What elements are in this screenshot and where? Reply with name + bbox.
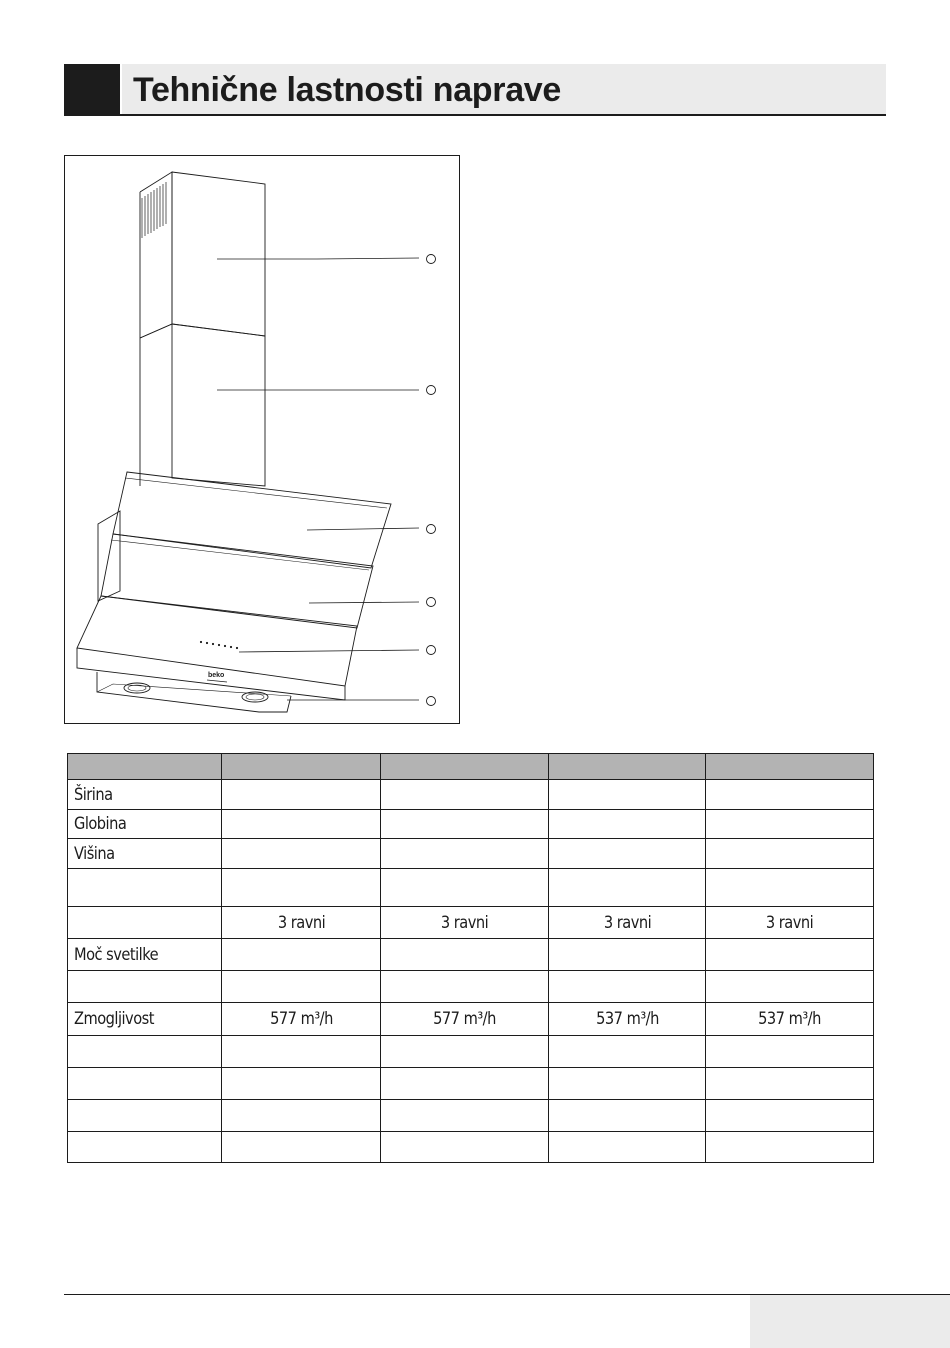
table-header-cell	[222, 754, 381, 780]
table-cell: 577 m³/h	[222, 1003, 381, 1036]
table-cell: 537 m³/h	[549, 1003, 706, 1036]
table-row	[68, 939, 874, 971]
row-label	[68, 1068, 222, 1100]
table-header-cell	[549, 754, 706, 780]
table-row	[68, 869, 874, 907]
table-cell	[381, 1132, 549, 1163]
table-cell	[222, 1036, 381, 1068]
table-row	[68, 1100, 874, 1132]
table-cell	[222, 780, 381, 810]
table-cell	[381, 939, 549, 971]
page-title: Tehnične lastnosti naprave	[133, 71, 562, 109]
upper-chimney	[172, 172, 265, 336]
table-cell: 3 ravni	[381, 907, 549, 939]
row-label: Moč svetilke	[68, 939, 222, 971]
table-cell	[706, 780, 874, 810]
table-cell	[381, 780, 549, 810]
table-cell	[381, 1036, 549, 1068]
section-marker-block	[64, 64, 120, 115]
row-label: Globina	[68, 810, 222, 839]
table-cell	[706, 869, 874, 907]
row-label: Zmogljivost	[68, 1003, 222, 1036]
table-cell	[381, 1100, 549, 1132]
vent-slots	[142, 182, 166, 238]
table-cell	[381, 869, 549, 907]
table-row	[68, 810, 874, 839]
table-cell	[549, 839, 706, 869]
row-label	[68, 869, 222, 907]
table-cell	[381, 1068, 549, 1100]
row-label	[68, 1132, 222, 1163]
table-cell	[549, 1132, 706, 1163]
hood-body-bottom	[97, 672, 291, 712]
table-cell	[706, 971, 874, 1003]
table-row	[68, 971, 874, 1003]
brand-logo: beko	[208, 672, 225, 679]
upper-glass-panel	[113, 472, 391, 568]
table-cell	[549, 869, 706, 907]
callout-markers	[427, 255, 436, 706]
table-cell	[381, 810, 549, 839]
table-row	[68, 907, 874, 939]
table-header-cell	[706, 754, 874, 780]
table-cell	[549, 810, 706, 839]
table-row	[68, 780, 874, 810]
table-row	[68, 1068, 874, 1100]
table-cell	[222, 1068, 381, 1100]
table-cell: 3 ravni	[222, 907, 381, 939]
table-cell	[222, 839, 381, 869]
callout-marker-3	[427, 525, 436, 534]
table-cell	[706, 1036, 874, 1068]
row-label	[68, 907, 222, 939]
row-label	[68, 971, 222, 1003]
callout-marker-4	[427, 598, 436, 607]
table-cell: 577 m³/h	[381, 1003, 549, 1036]
table-cell	[381, 971, 549, 1003]
hood-diagram-frame	[64, 155, 460, 724]
row-label: Višina	[68, 839, 222, 869]
lower-chimney	[172, 324, 265, 486]
control-buttons	[200, 641, 238, 649]
table-cell	[549, 1036, 706, 1068]
table-row	[68, 1003, 874, 1036]
table-cell	[222, 1132, 381, 1163]
table-cell	[549, 1068, 706, 1100]
callout-marker-2	[427, 386, 436, 395]
table-cell	[706, 939, 874, 971]
hood-diagram	[65, 156, 461, 725]
table-cell	[549, 1100, 706, 1132]
table-cell: 537 m³/h	[706, 1003, 874, 1036]
callout-marker-5	[427, 646, 436, 655]
table-cell	[706, 1132, 874, 1163]
specifications-table	[67, 753, 874, 1163]
table-cell: 3 ravni	[549, 907, 706, 939]
row-label: Širina	[68, 780, 222, 810]
table-header-cell	[381, 754, 549, 780]
callout-marker-6	[427, 697, 436, 706]
table-cell: 3 ravni	[706, 907, 874, 939]
table-cell	[222, 939, 381, 971]
table-cell	[222, 1100, 381, 1132]
table-cell	[222, 810, 381, 839]
table-cell	[549, 971, 706, 1003]
table-cell	[706, 1100, 874, 1132]
table-cell	[549, 780, 706, 810]
callout-marker-1	[427, 255, 436, 264]
middle-glass-panel	[101, 534, 373, 628]
table-row	[68, 839, 874, 869]
table-header-row	[68, 754, 874, 780]
page-number-box	[750, 1295, 950, 1348]
row-label	[68, 1036, 222, 1068]
table-cell	[549, 939, 706, 971]
table-cell	[706, 1068, 874, 1100]
leader-lines	[217, 258, 419, 700]
table-cell	[381, 839, 549, 869]
row-label	[68, 1100, 222, 1132]
table-row	[68, 1036, 874, 1068]
title-underline	[64, 114, 886, 116]
table-cell	[706, 839, 874, 869]
table-header-cell	[68, 754, 222, 780]
table-cell	[222, 971, 381, 1003]
table-row	[68, 1132, 874, 1163]
table-cell	[706, 810, 874, 839]
table-cell	[222, 869, 381, 907]
